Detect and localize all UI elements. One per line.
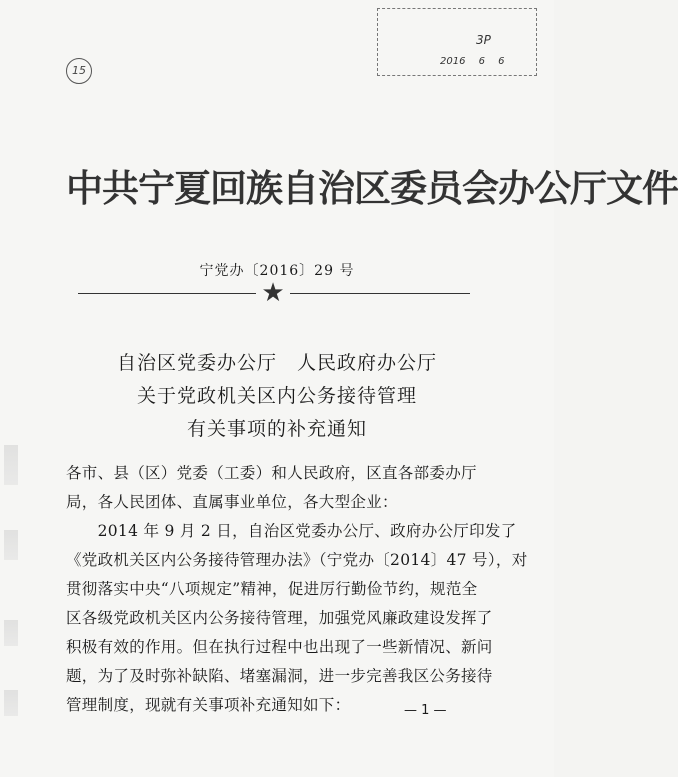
header-rule-left [78,293,256,294]
body-line: 管理制度，现就有关事项补充通知如下： [66,696,351,714]
document-number: 宁党办〔2016〕29 号 [199,263,355,279]
circled-page-mark: 15 [66,58,92,84]
body-line: 局，各人民团体、直属事业单位，各大型企业： [66,493,398,511]
body-line: 2014 年 9 月 2 日，自治区党委办公厅、政府办公厅印发了 [66,522,517,540]
binding-margin-mark [4,620,18,646]
body-line: 区各级党政机关区内公务接待管理，加强党风廉政建设发挥了 [66,609,493,627]
binding-margin-mark [4,530,18,560]
body-line: 积极有效的作用。但在执行过程中也出现了一些新情况、新问 [66,638,493,656]
star-icon: ★ [261,278,285,308]
page-number: — 1 — [404,703,447,718]
body-line: 各市、县（区）党委（工委）和人民政府，区直各部委办厅 [66,464,477,482]
document-header-title: 中共宁夏回族自治区委员会办公厅文件 [66,167,678,210]
body-line: 贯彻落实中央“八项规定”精神，促进厉行勤俭节约，规范全 [66,580,478,598]
binding-margin-mark [4,690,18,716]
header-rule-right [290,293,470,294]
notice-title-line-2: 关于党政机关区内公务接待管理 [136,385,417,407]
binding-margin-mark [4,445,18,485]
body-line: 题，为了及时弥补缺陷、堵塞漏洞，进一步完善我区公务接待 [66,667,493,685]
body-line: 《党政机关区内公务接待管理办法》（宁党办〔2014〕47 号），对 [66,551,528,569]
stamp-date: 2016 6 6 [440,56,505,67]
stamp-number: 3P [476,33,491,47]
notice-title-line-1: 自治区党委办公厅 人民政府办公厅 [116,352,437,374]
notice-title-line-3: 有关事项的补充通知 [186,418,367,440]
